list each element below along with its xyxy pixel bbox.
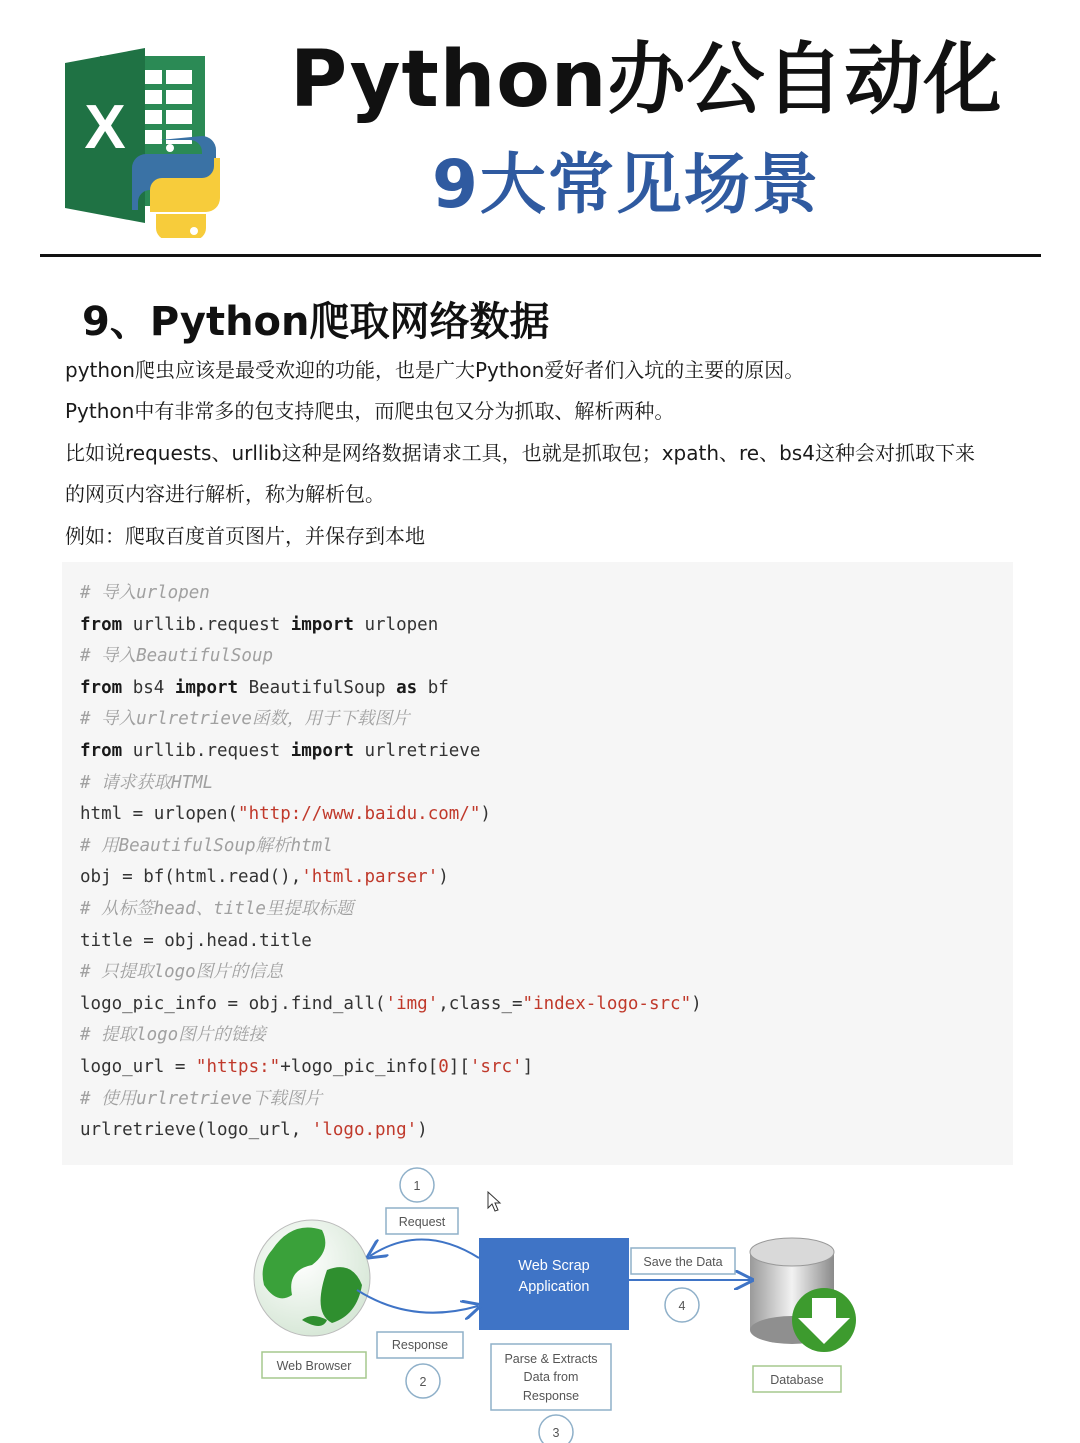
code-string: "index-logo-src" <box>522 993 692 1014</box>
code-text: ) <box>417 1120 428 1141</box>
step-2-number: 2 <box>419 1375 427 1389</box>
section-heading: 9、Python爬取网络数据 <box>82 299 550 345</box>
code-comment: # 请求获取HTML <box>80 772 214 793</box>
code-text: logo_url = <box>80 1057 196 1077</box>
code-text: urllib.request <box>122 614 291 635</box>
step-4-number: 4 <box>678 1299 686 1313</box>
page-title: Python办公自动化 <box>290 35 1003 125</box>
parse-label-line3: Response <box>522 1389 580 1403</box>
code-line <box>80 676 449 700</box>
code-block <box>62 562 1013 1165</box>
code-line <box>80 1055 533 1079</box>
code-text: ) <box>438 867 449 888</box>
app-label-line2: Application <box>518 1279 590 1295</box>
code-line <box>80 613 438 637</box>
code-comment-line <box>80 581 210 605</box>
code-comment: # 导入urlopen <box>80 583 210 603</box>
code-text: bs4 <box>122 677 175 698</box>
parse-label-line2: Data from <box>523 1370 579 1384</box>
code-line <box>80 739 480 763</box>
code-keyword: from <box>80 741 123 761</box>
code-comment-line <box>80 834 333 858</box>
code-comment: # 从标签head、title里提取标题 <box>80 899 354 919</box>
code-comment: # 使用urlretrieve下载图片 <box>80 1088 322 1109</box>
code-line <box>80 1118 428 1142</box>
packages-paragraph: Python中有非常多的包支持爬虫，而爬虫包又分为抓取、解析两种。 <box>65 399 675 423</box>
database-label: Database <box>770 1373 824 1387</box>
code-keyword: from <box>80 614 123 635</box>
code-line <box>80 992 702 1016</box>
example-intro: 例如：爬取百度首页图片，并保存到本地 <box>65 524 425 548</box>
code-comment-line <box>80 644 273 668</box>
code-number: 0 <box>438 1057 449 1077</box>
request-arrow <box>370 1239 479 1258</box>
code-text: urlretrieve <box>353 741 481 761</box>
code-comment: # 导入BeautifulSoup <box>80 646 274 667</box>
code-comment-line <box>80 1087 322 1111</box>
save-label: Save the Data <box>643 1255 723 1269</box>
code-comment: # 提取logo图片的链接 <box>80 1025 266 1046</box>
code-text: logo_pic_info = obj.find_all( <box>80 993 386 1014</box>
code-string: "http://www.baidu.com/" <box>238 804 481 825</box>
globe-icon <box>254 1220 370 1336</box>
code-line <box>80 802 491 826</box>
code-comment-line <box>80 771 213 795</box>
code-text: html = urlopen( <box>80 804 239 825</box>
code-keyword: import <box>174 677 239 698</box>
code-comment-line <box>80 897 353 921</box>
response-arrow <box>357 1290 478 1313</box>
code-line <box>80 929 312 953</box>
download-icon <box>792 1288 856 1352</box>
examples-paragraph-cont: 的网页内容进行解析，称为解析包。 <box>65 482 385 506</box>
code-text: ,class_= <box>438 993 523 1014</box>
code-text: ] <box>522 1057 534 1077</box>
step-3-number: 3 <box>552 1426 560 1440</box>
code-string: 'img' <box>385 993 439 1014</box>
code-comment-line <box>80 707 409 731</box>
code-text: ) <box>480 804 491 825</box>
code-text: urllib.request <box>122 741 291 761</box>
request-label: Request <box>398 1215 446 1229</box>
header-divider <box>40 254 1041 257</box>
code-comment-line <box>80 960 283 984</box>
code-text: +logo_pic_info[ <box>280 1057 439 1077</box>
code-keyword: as <box>396 677 418 698</box>
code-keyword: import <box>290 614 354 635</box>
excel-x-letter: X <box>84 93 126 162</box>
code-text: urlretrieve(logo_url, <box>80 1120 312 1141</box>
code-keyword: from <box>80 677 123 698</box>
code-text: ][ <box>448 1057 470 1077</box>
code-comment: # 用BeautifulSoup解析html <box>80 835 333 856</box>
page-subtitle: 9大常见场景 <box>432 146 820 223</box>
code-string: 'logo.png' <box>311 1120 418 1141</box>
code-text: urlopen <box>353 614 439 635</box>
code-string: 'html.parser' <box>301 867 439 888</box>
code-string: "https:" <box>195 1057 281 1077</box>
code-text: bf <box>417 677 449 698</box>
code-keyword: import <box>290 741 354 761</box>
browser-label: Web Browser <box>276 1359 352 1373</box>
mouse-cursor-icon <box>488 1192 500 1211</box>
step-1-number: 1 <box>413 1179 421 1193</box>
code-comment-line <box>80 1023 266 1047</box>
app-label-line1: Web Scrap <box>518 1258 590 1274</box>
code-comment: # 导入urlretrieve函数，用于下载图片 <box>80 709 410 730</box>
code-text: title = obj.head.title <box>80 930 312 951</box>
response-label: Response <box>391 1338 449 1352</box>
code-line <box>80 865 449 889</box>
excel-python-logo <box>60 48 235 238</box>
examples-paragraph: 比如说requests、urllib这种是网络数据请求工具，也就是抓取包；xpath、re、bs4这种会对抓取下来 <box>65 441 975 465</box>
parse-label-line1: Parse & Extracts <box>504 1352 598 1366</box>
code-string: 'src' <box>469 1057 523 1077</box>
code-text: BeautifulSoup <box>238 677 397 698</box>
intro-paragraph: python爬虫应该是最受欢迎的功能，也是广大Python爱好者们入坑的主要的原因。 <box>65 358 805 382</box>
code-text: obj = bf(html.read(), <box>80 867 302 888</box>
code-text: ) <box>691 993 702 1014</box>
web-scraping-diagram <box>242 1160 862 1443</box>
code-comment: # 只提取logo图片的信息 <box>80 962 284 983</box>
